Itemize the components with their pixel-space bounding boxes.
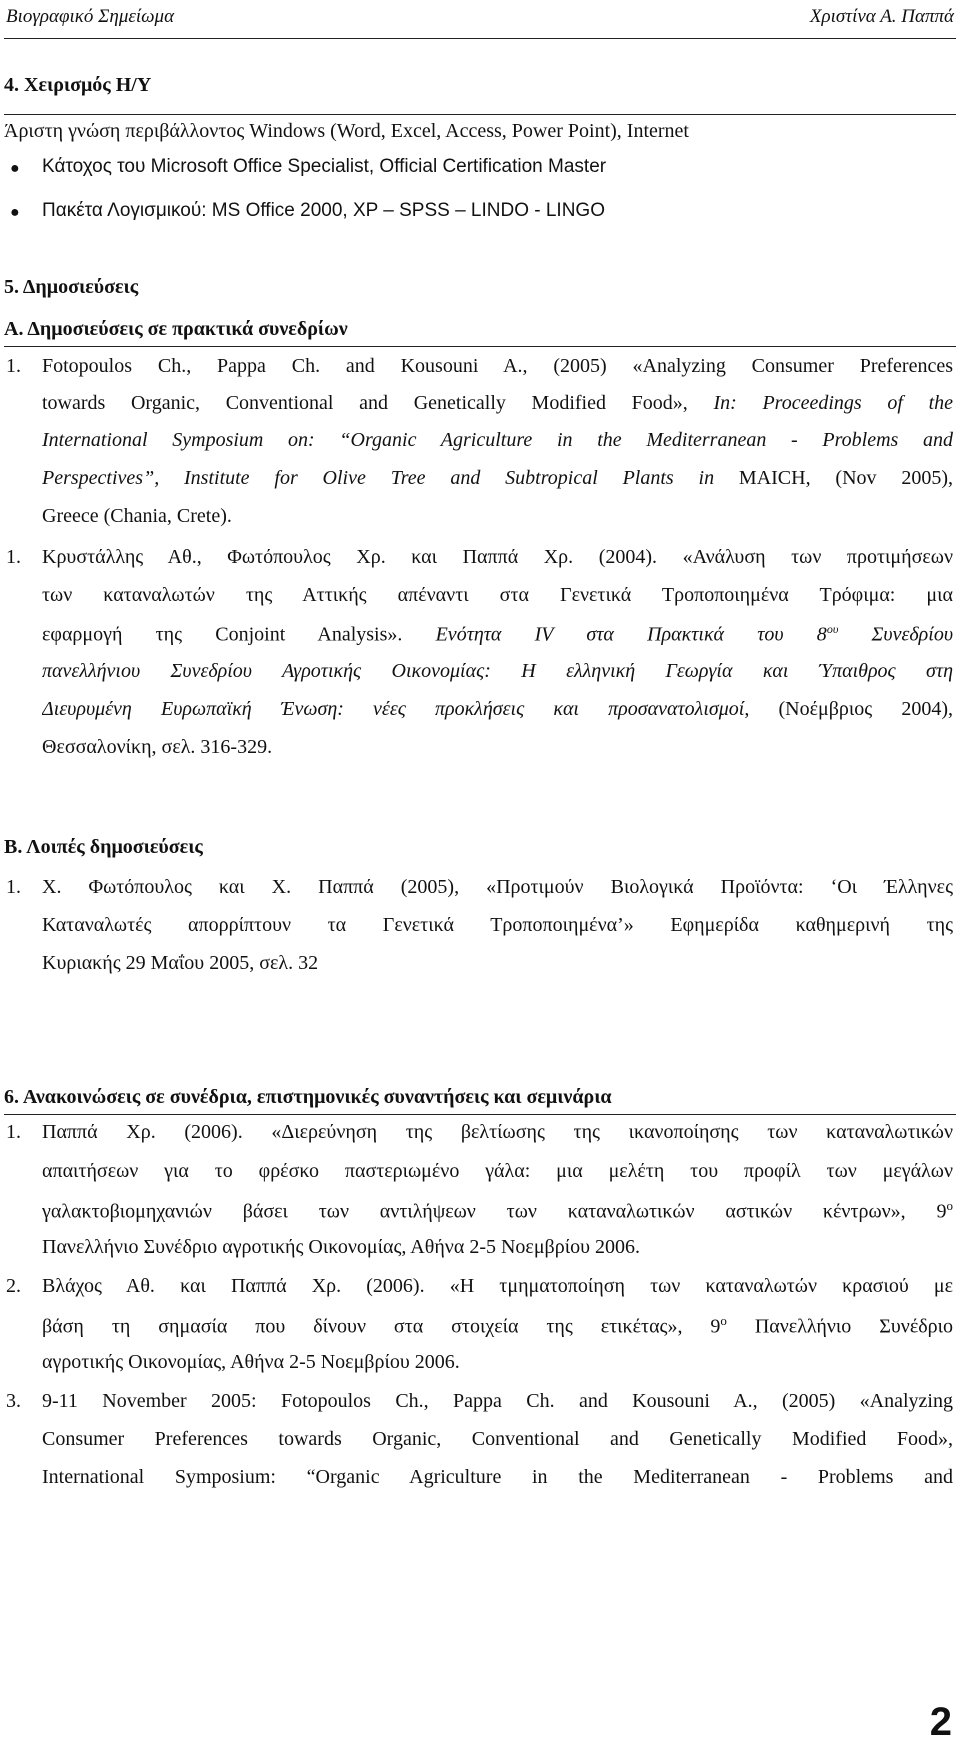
pub-a2-number: 1. (6, 546, 21, 568)
header-title: Βιογραφικό Σημείωμα (6, 6, 175, 27)
header-divider (4, 38, 956, 39)
certification-item: Κάτοχος του Microsoft Office Specialist, Official Certification Master (42, 156, 607, 177)
pub-a1-line: towards Organic, Conventional and Genetically Modified Food», In: Proceedings of the (42, 392, 953, 414)
pub-b1-number: 1. (6, 876, 21, 898)
pub-a1-number: 1. (6, 355, 21, 377)
section-5-heading: 5. Δημοσιεύσεις (4, 276, 139, 298)
page-number: 2 (929, 1700, 952, 1744)
pub-a2-line: Κρυστάλλης Αθ., Φωτόπουλος Χρ. και Παππά Χρ. (2004). «Ανάλυση των προτιμήσεων (42, 546, 953, 568)
talk-1-line: γαλακτοβιομηχανιών βάσει των αντιλήψεων των καταναλωτικών αστικών κέντρων», $9^o$ (42, 1198, 953, 1223)
pub-b1-line: Κυριακής 29 Μαΐου 2005, σελ. 32 (42, 952, 319, 974)
talk-3-line: International Symposium: “Organic Agriculture in the Mediterranean - Problems and (42, 1466, 953, 1488)
pub-a2-line: των καταναλωτών της Αττικής απέναντι στα Γενετικά Τροποποιημένα Τρόφιμα: μια (42, 584, 953, 606)
talk-1-line: Πανελλήνιο Συνέδριο αγροτικής Οικονομίας, Αθήνα 2-5 Νοεμβρίου 2006. (42, 1236, 640, 1258)
pub-a2-line: Θεσσαλονίκη, σελ. 316-329. (42, 736, 273, 758)
talk-2-line: αγροτικής Οικονομίας, Αθήνα 2-5 Νοεμβρίου 2006. (42, 1351, 460, 1373)
pub-a1-line: Perspectives”, Institute for Olive Tree and Subtropical Plants in MAICH, (Nov 2005), (42, 467, 953, 489)
section-6-heading: 6. Ανακοινώσεις σε συνέδρια, επιστημονικές συναντήσεις και σεμινάρια (4, 1086, 612, 1108)
talk-2-number: 2. (6, 1275, 21, 1297)
bullet-icon: ● (10, 204, 20, 221)
software-office: MS Office 2000, XP (211, 200, 378, 221)
section-6-divider (4, 1114, 956, 1115)
pub-a1-line: Greece (Chania, Crete). (42, 505, 232, 527)
pub-a2-line: εφαρμογή της Conjoint Analysis». Ενότητα IV στα Πρακτικά του $8^{o\upsilon}$ Συνεδρίου (42, 622, 953, 646)
subsection-a-divider (4, 346, 956, 347)
section-4-heading: 4. Χειρισμός Η/Υ (4, 74, 152, 96)
talk-2-line: βάση τη σημασία που δίνουν στα στοιχεία της ετικέτας», $9^o$ Πανελλήνιο Συνέδριο (42, 1313, 953, 1338)
software-tools: – SPSS – LINDO - LINGO (377, 200, 605, 221)
computer-skills-intro: Άριστη γνώση περιβάλλοντος Windows (Word, Excel, Access, Power Point), Internet (4, 120, 689, 142)
talk-1-line: Παππά Χρ. (2006). «Διερεύνηση της βελτίωσης της ικανοποίησης των καταναλωτικών (42, 1121, 953, 1143)
talk-3-number: 3. (6, 1390, 21, 1412)
pub-b1-line: Χ. Φωτόπουλος και Χ. Παππά (2005), «Προτιμούν Βιολογικά Προϊόντα: ‘Οι Έλληνες (42, 876, 953, 898)
talk-1-number: 1. (6, 1121, 21, 1143)
talk-3-line: 9-11 November 2005: Fotopoulos Ch., Pappa Ch. and Kousouni A., (2005) «Analyzing (42, 1390, 953, 1412)
subsection-a-heading: Α. Δημοσιεύσεις σε πρακτικά συνεδρίων (4, 318, 348, 340)
software-item (42, 200, 605, 222)
talk-2-line: Βλάχος Αθ. και Παππά Χρ. (2006). «Η τμηματοποίηση των καταναλωτών κρασιού με (42, 1275, 953, 1297)
software-label: Πακέτα Λογισμικού: (42, 200, 212, 221)
subsection-b-heading: Β. Λοιπές δημοσιεύσεις (4, 836, 203, 858)
section-4-divider (4, 114, 956, 115)
pub-a1-line: Fotopoulos Ch., Pappa Ch. and Kousouni A., (2005) «Analyzing Consumer Preferences (42, 355, 953, 377)
pub-a2-line: Διευρυμένη Ευρωπαϊκή Ένωση: νέες προκλήσεις και προσανατολισμοί, (Νοέμβριος 2004), (42, 698, 953, 720)
pub-a2-line: πανελλήνιου Συνεδρίου Αγροτικής Οικονομίας: Η ελληνική Γεωργία και Ύπαιθρος στη (42, 660, 953, 682)
header-author: Χριστίνα Α. Παππά (809, 6, 954, 27)
talk-3-line: Consumer Preferences towards Organic, Conventional and Genetically Modified Food», (42, 1428, 953, 1450)
bullet-icon: ● (10, 160, 20, 177)
pub-b1-line: Καταναλωτές απορρίπτουν τα Γενετικά Τροποποιημένα’» Εφημερίδα καθημερινή της (42, 914, 953, 936)
pub-a1-line: International Symposium on: “Organic Agriculture in the Mediterranean - Problems and (42, 429, 953, 451)
talk-1-line: απαιτήσεων για το φρέσκο παστεριωμένο γάλα: μια μελέτη του προφίλ των μεγάλων (42, 1160, 953, 1182)
